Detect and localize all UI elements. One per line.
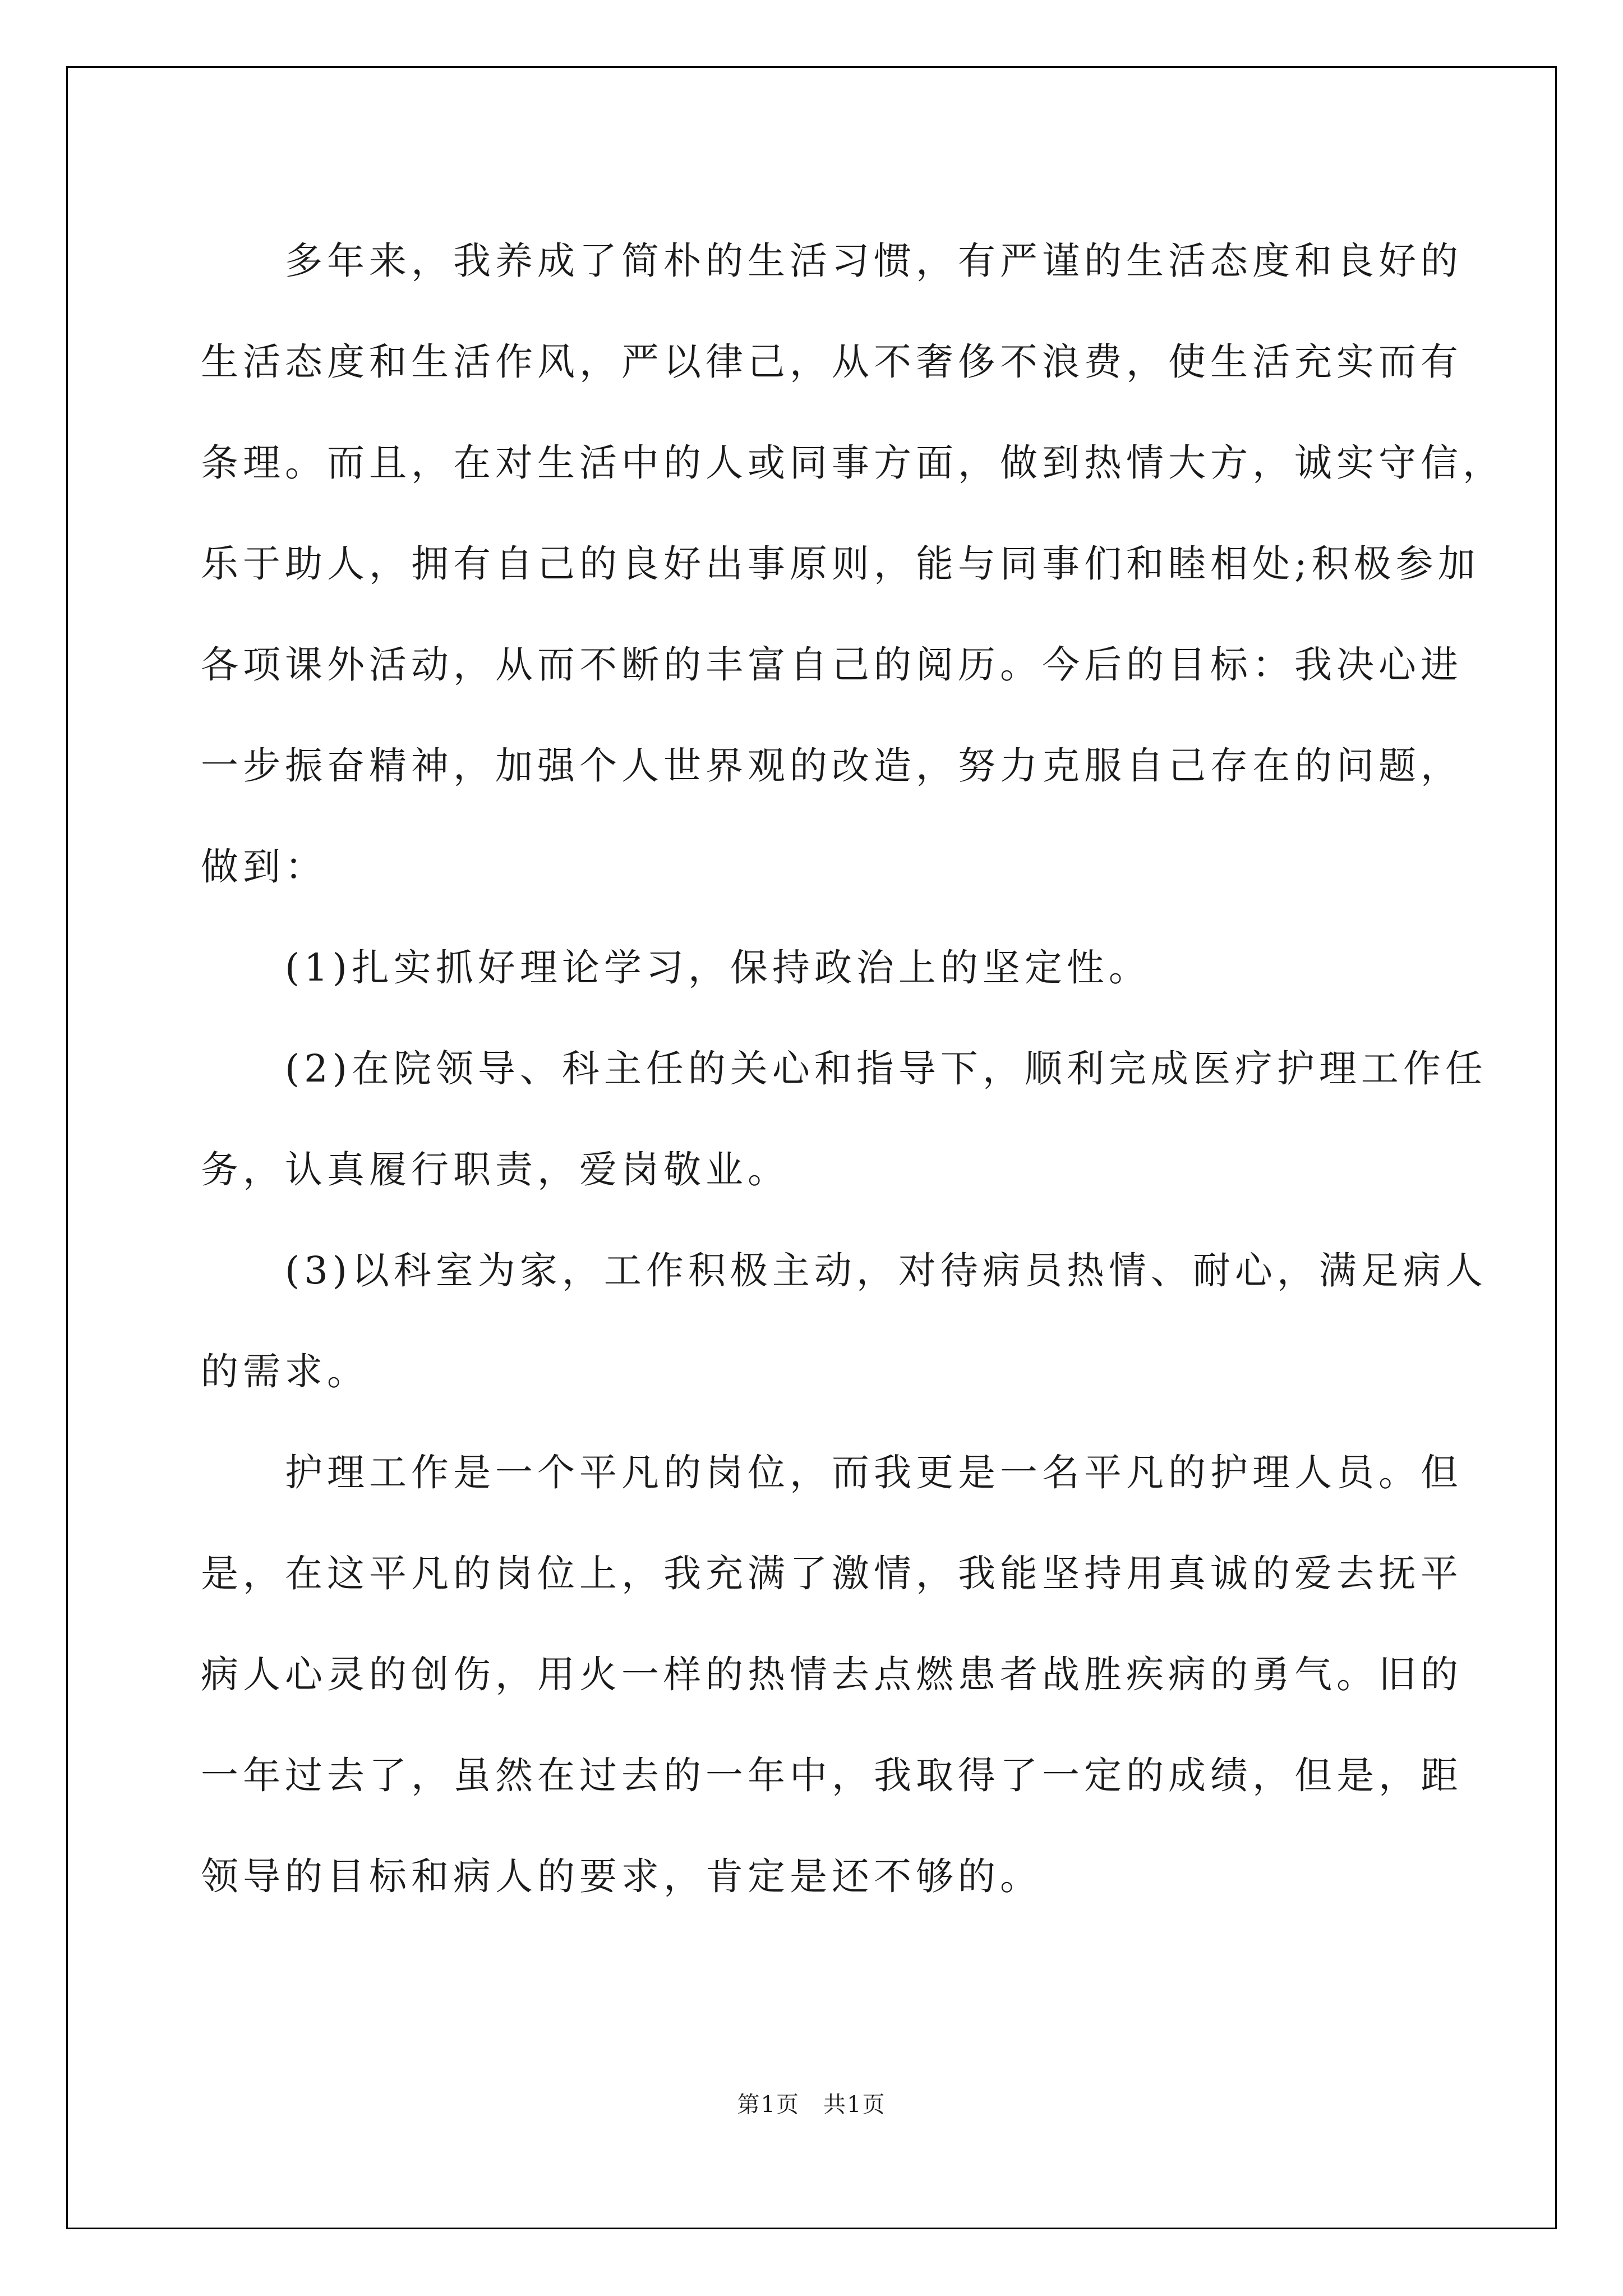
paragraph-line: 病人心灵的创伤，用火一样的热情去点燃患者战胜疾病的勇气。旧的 — [201, 1653, 1463, 1696]
page-number: 第1页 共1页 — [737, 2092, 886, 2118]
list-item-2 — [201, 1018, 1487, 1220]
list-item-3 — [201, 1220, 1487, 1422]
paragraph-line: 务，认真履行职责，爱岗敬业。 — [201, 1148, 790, 1191]
paragraph-line: (2)在院领导、科主任的关心和指导下，顺利完成医疗护理工作任 — [285, 1047, 1487, 1091]
paragraph-line: 生活态度和生活作风，严以律己，从不奢侈不浪费，使生活充实而有 — [201, 340, 1463, 384]
paragraph-1 — [201, 210, 1505, 917]
paragraph-line: 一步振奋精神，加强个人世界观的改造，努力克服自己存在的问题， — [201, 744, 1463, 788]
paragraph-line: 条理。而且，在对生活中的人或同事方面，做到热情大方，诚实守信， — [201, 441, 1505, 485]
document-body — [201, 210, 1505, 1927]
paragraph-line: (1)扎实抓好理论学习，保持政治上的坚定性。 — [285, 946, 1151, 990]
paragraph-line: 护理工作是一个平凡的岗位，而我更是一名平凡的护理人员。但 — [285, 1451, 1463, 1494]
paragraph-line: 做到： — [201, 845, 327, 889]
paragraph-line: 是，在这平凡的岗位上，我充满了激情，我能坚持用真诚的爱去抚平 — [201, 1552, 1463, 1595]
paragraph-line: 多年来，我养成了简朴的生活习惯，有严谨的生活态度和良好的 — [285, 239, 1463, 283]
paragraph-2 — [201, 1422, 1463, 1927]
paragraph-line: 领导的目标和病人的要求，肯定是还不够的。 — [201, 1855, 1042, 1898]
paragraph-line: 一年过去了，虽然在过去的一年中，我取得了一定的成绩，但是，距 — [201, 1754, 1463, 1797]
paragraph-line: 各项课外活动，从而不断的丰富自己的阅历。今后的目标：我决心进 — [201, 643, 1463, 687]
paragraph-line: (3)以科室为家，工作积极主动，对待病员热情、耐心，满足病人 — [285, 1249, 1487, 1292]
paragraph-line: 的需求。 — [201, 1350, 369, 1393]
list-item-1 — [201, 917, 1435, 1018]
paragraph-line: 乐于助人，拥有自己的良好出事原则，能与同事们和睦相处;积极参加 — [201, 542, 1480, 586]
